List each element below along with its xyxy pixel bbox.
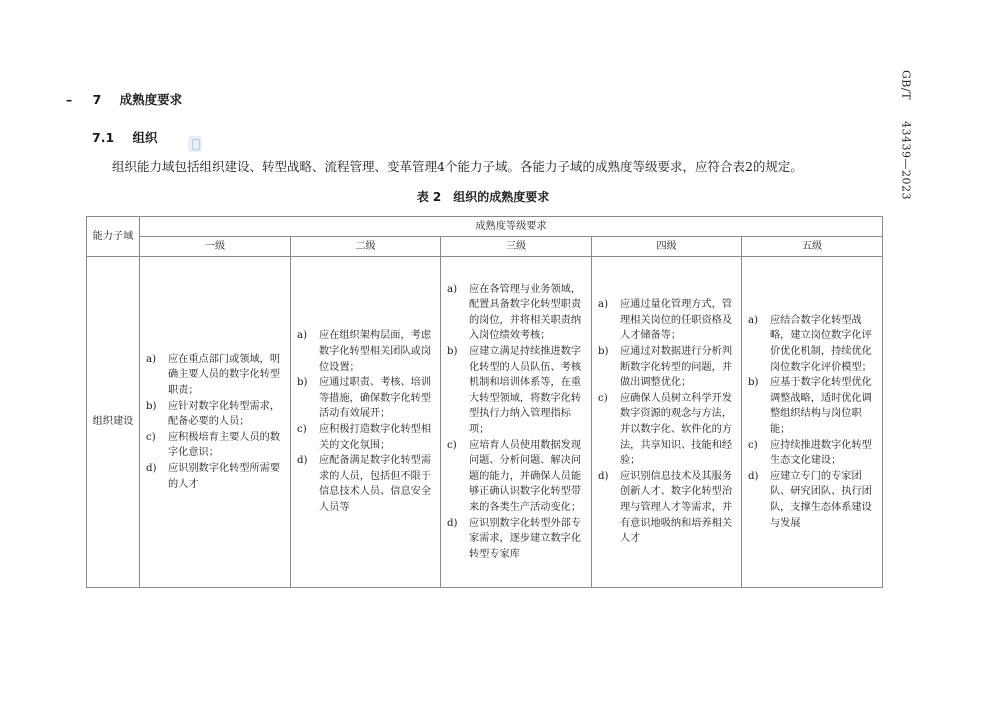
item-text: 应识别信息技术及其服务创新人才、数字化转型治理与管理人才等需求，并有意识地吸纳和培养相关人才 bbox=[620, 470, 733, 545]
list-item bbox=[146, 399, 284, 430]
list-item bbox=[146, 352, 284, 399]
item-text: 应确保人员树立科学开发数字资源的观念与方法，并以数字化、软件化的方法，共享知识、技能和经验； bbox=[620, 392, 733, 467]
item-text: 应积极培育主要人员的数字化意识； bbox=[168, 431, 281, 459]
item-text: 应识别数字化转型所需要的人才 bbox=[168, 462, 281, 490]
list-item bbox=[748, 438, 876, 469]
selection-marker-icon bbox=[188, 136, 202, 152]
header-level-4: 四级 bbox=[592, 237, 742, 257]
item-mark: b) bbox=[598, 346, 609, 358]
cell-level-5 bbox=[742, 257, 883, 588]
item-mark: b) bbox=[748, 377, 759, 389]
item-text: 应识别数字化转型外部专家需求，逐步建立数字化转型专家库 bbox=[469, 517, 582, 560]
item-mark: b) bbox=[297, 377, 308, 389]
item-text: 应建立专门的专家团队、研究团队、执行团队，支撑生态体系建设与发展 bbox=[770, 470, 872, 529]
section-number: 7.1 bbox=[92, 130, 115, 145]
item-mark: c) bbox=[447, 439, 457, 451]
item-mark: d) bbox=[748, 470, 759, 482]
chapter-dash: – bbox=[66, 92, 73, 107]
item-text: 应积极打造数字化转型相关的文化氛围； bbox=[319, 424, 432, 451]
item-text: 应通过职责、考核、培训等措施，确保数字化转型活动有效展开； bbox=[319, 377, 432, 420]
item-mark: c) bbox=[598, 392, 608, 404]
chapter-title: 成熟度要求 bbox=[119, 92, 183, 107]
item-mark: a) bbox=[748, 314, 759, 326]
item-text: 应在各管理与业务领域，配置具备数字化转型职责的岗位，并将相关职责纳入岗位绩效考核； bbox=[469, 283, 582, 342]
list-item bbox=[748, 469, 876, 531]
standard-number: 43439—2023 bbox=[899, 121, 913, 200]
list-item bbox=[447, 516, 585, 563]
header-levels-group: 成熟度等级要求 bbox=[140, 217, 883, 237]
item-mark: a) bbox=[146, 353, 157, 365]
section-title: 组织 bbox=[132, 130, 158, 145]
item-mark: c) bbox=[297, 424, 307, 435]
item-mark: d) bbox=[297, 455, 308, 467]
item-text: 应在重点部门或领域，明确主要人员的数字化转型职责； bbox=[168, 353, 281, 397]
cell-level-3 bbox=[441, 257, 592, 588]
item-text: 应建立满足持续推进数字化转型的人员队伍、考核机制和培训体系等，在重大转型领域，将数字化转型执行力纳入管理指标项； bbox=[469, 346, 582, 435]
item-text: 应针对数字化转型需求，配备必要的人员； bbox=[168, 400, 281, 428]
item-mark: c) bbox=[146, 431, 156, 443]
list-item bbox=[447, 344, 585, 438]
item-mark: c) bbox=[748, 439, 758, 451]
item-text: 应结合数字化转型战略，建立岗位数字化评价优化机制，持续优化岗位数字化评价模型； bbox=[770, 314, 872, 373]
list-item bbox=[748, 375, 876, 437]
item-mark: b) bbox=[447, 346, 458, 358]
item-text: 应配备满足数字化转型需求的人员，包括但不限于信息技术人员、信息安全人员等 bbox=[319, 455, 432, 513]
item-mark: b) bbox=[146, 400, 157, 412]
item-mark: d) bbox=[146, 462, 157, 474]
item-text: 应培育人员使用数据发现问题、分析问题、解决问题的能力，并确保人员能够正确认识数字化转型带来的各类生产活动变化； bbox=[469, 439, 582, 513]
cell-level-4 bbox=[592, 257, 742, 588]
list-item bbox=[598, 344, 735, 391]
item-text: 应基于数字化转型优化调整战略，适时优化调整组织结构与岗位职能； bbox=[770, 377, 872, 435]
running-header-code bbox=[893, 70, 919, 200]
section-heading bbox=[92, 128, 158, 146]
list-item bbox=[297, 328, 434, 375]
header-level-1: 一级 bbox=[140, 237, 291, 257]
list-item bbox=[447, 282, 585, 344]
list-item bbox=[297, 375, 434, 422]
header-level-5: 五级 bbox=[742, 237, 883, 257]
list-item bbox=[146, 430, 284, 461]
chapter-heading bbox=[66, 90, 182, 108]
cell-level-1 bbox=[140, 257, 291, 588]
item-mark: a) bbox=[297, 330, 308, 342]
intro-paragraph: 组织能力域包括组织建设、转型战略、流程管理、变革管理4个能力子域。各能力子域的成熟度等级要求，应符合表2的规定。 bbox=[112, 159, 803, 174]
header-level-3: 三级 bbox=[441, 237, 592, 257]
item-mark: a) bbox=[598, 299, 609, 311]
item-text: 应持续推进数字化转型生态文化建设； bbox=[770, 439, 872, 467]
list-item bbox=[146, 461, 284, 492]
maturity-table bbox=[86, 216, 883, 588]
header-level-2: 二级 bbox=[291, 237, 441, 257]
header-area: 能力子域 bbox=[87, 217, 140, 257]
list-item bbox=[598, 469, 735, 547]
chapter-number: 7 bbox=[92, 92, 102, 107]
list-item bbox=[598, 297, 735, 344]
row-area-name: 组织建设 bbox=[87, 257, 140, 588]
item-text: 应通过对数据进行分析判断数字化转型的问题，并做出调整优化； bbox=[620, 346, 733, 389]
item-text: 应通过量化管理方式，管理相关岗位的任职资格及人才储备等； bbox=[620, 299, 733, 342]
list-item bbox=[297, 453, 434, 515]
list-item bbox=[748, 313, 876, 375]
table-title: 表 2 组织的成熟度要求 bbox=[416, 190, 550, 204]
item-mark: a) bbox=[447, 283, 458, 295]
item-mark: d) bbox=[598, 470, 609, 482]
list-item bbox=[598, 391, 735, 469]
cell-level-2 bbox=[291, 257, 441, 588]
item-mark: d) bbox=[447, 517, 458, 529]
standard-prefix: GB/T bbox=[899, 70, 913, 100]
item-text: 应在组织架构层面，考虑数字化转型相关团队或岗位设置； bbox=[319, 330, 432, 373]
list-item bbox=[297, 422, 434, 453]
list-item bbox=[447, 438, 585, 516]
table-row bbox=[87, 257, 883, 588]
